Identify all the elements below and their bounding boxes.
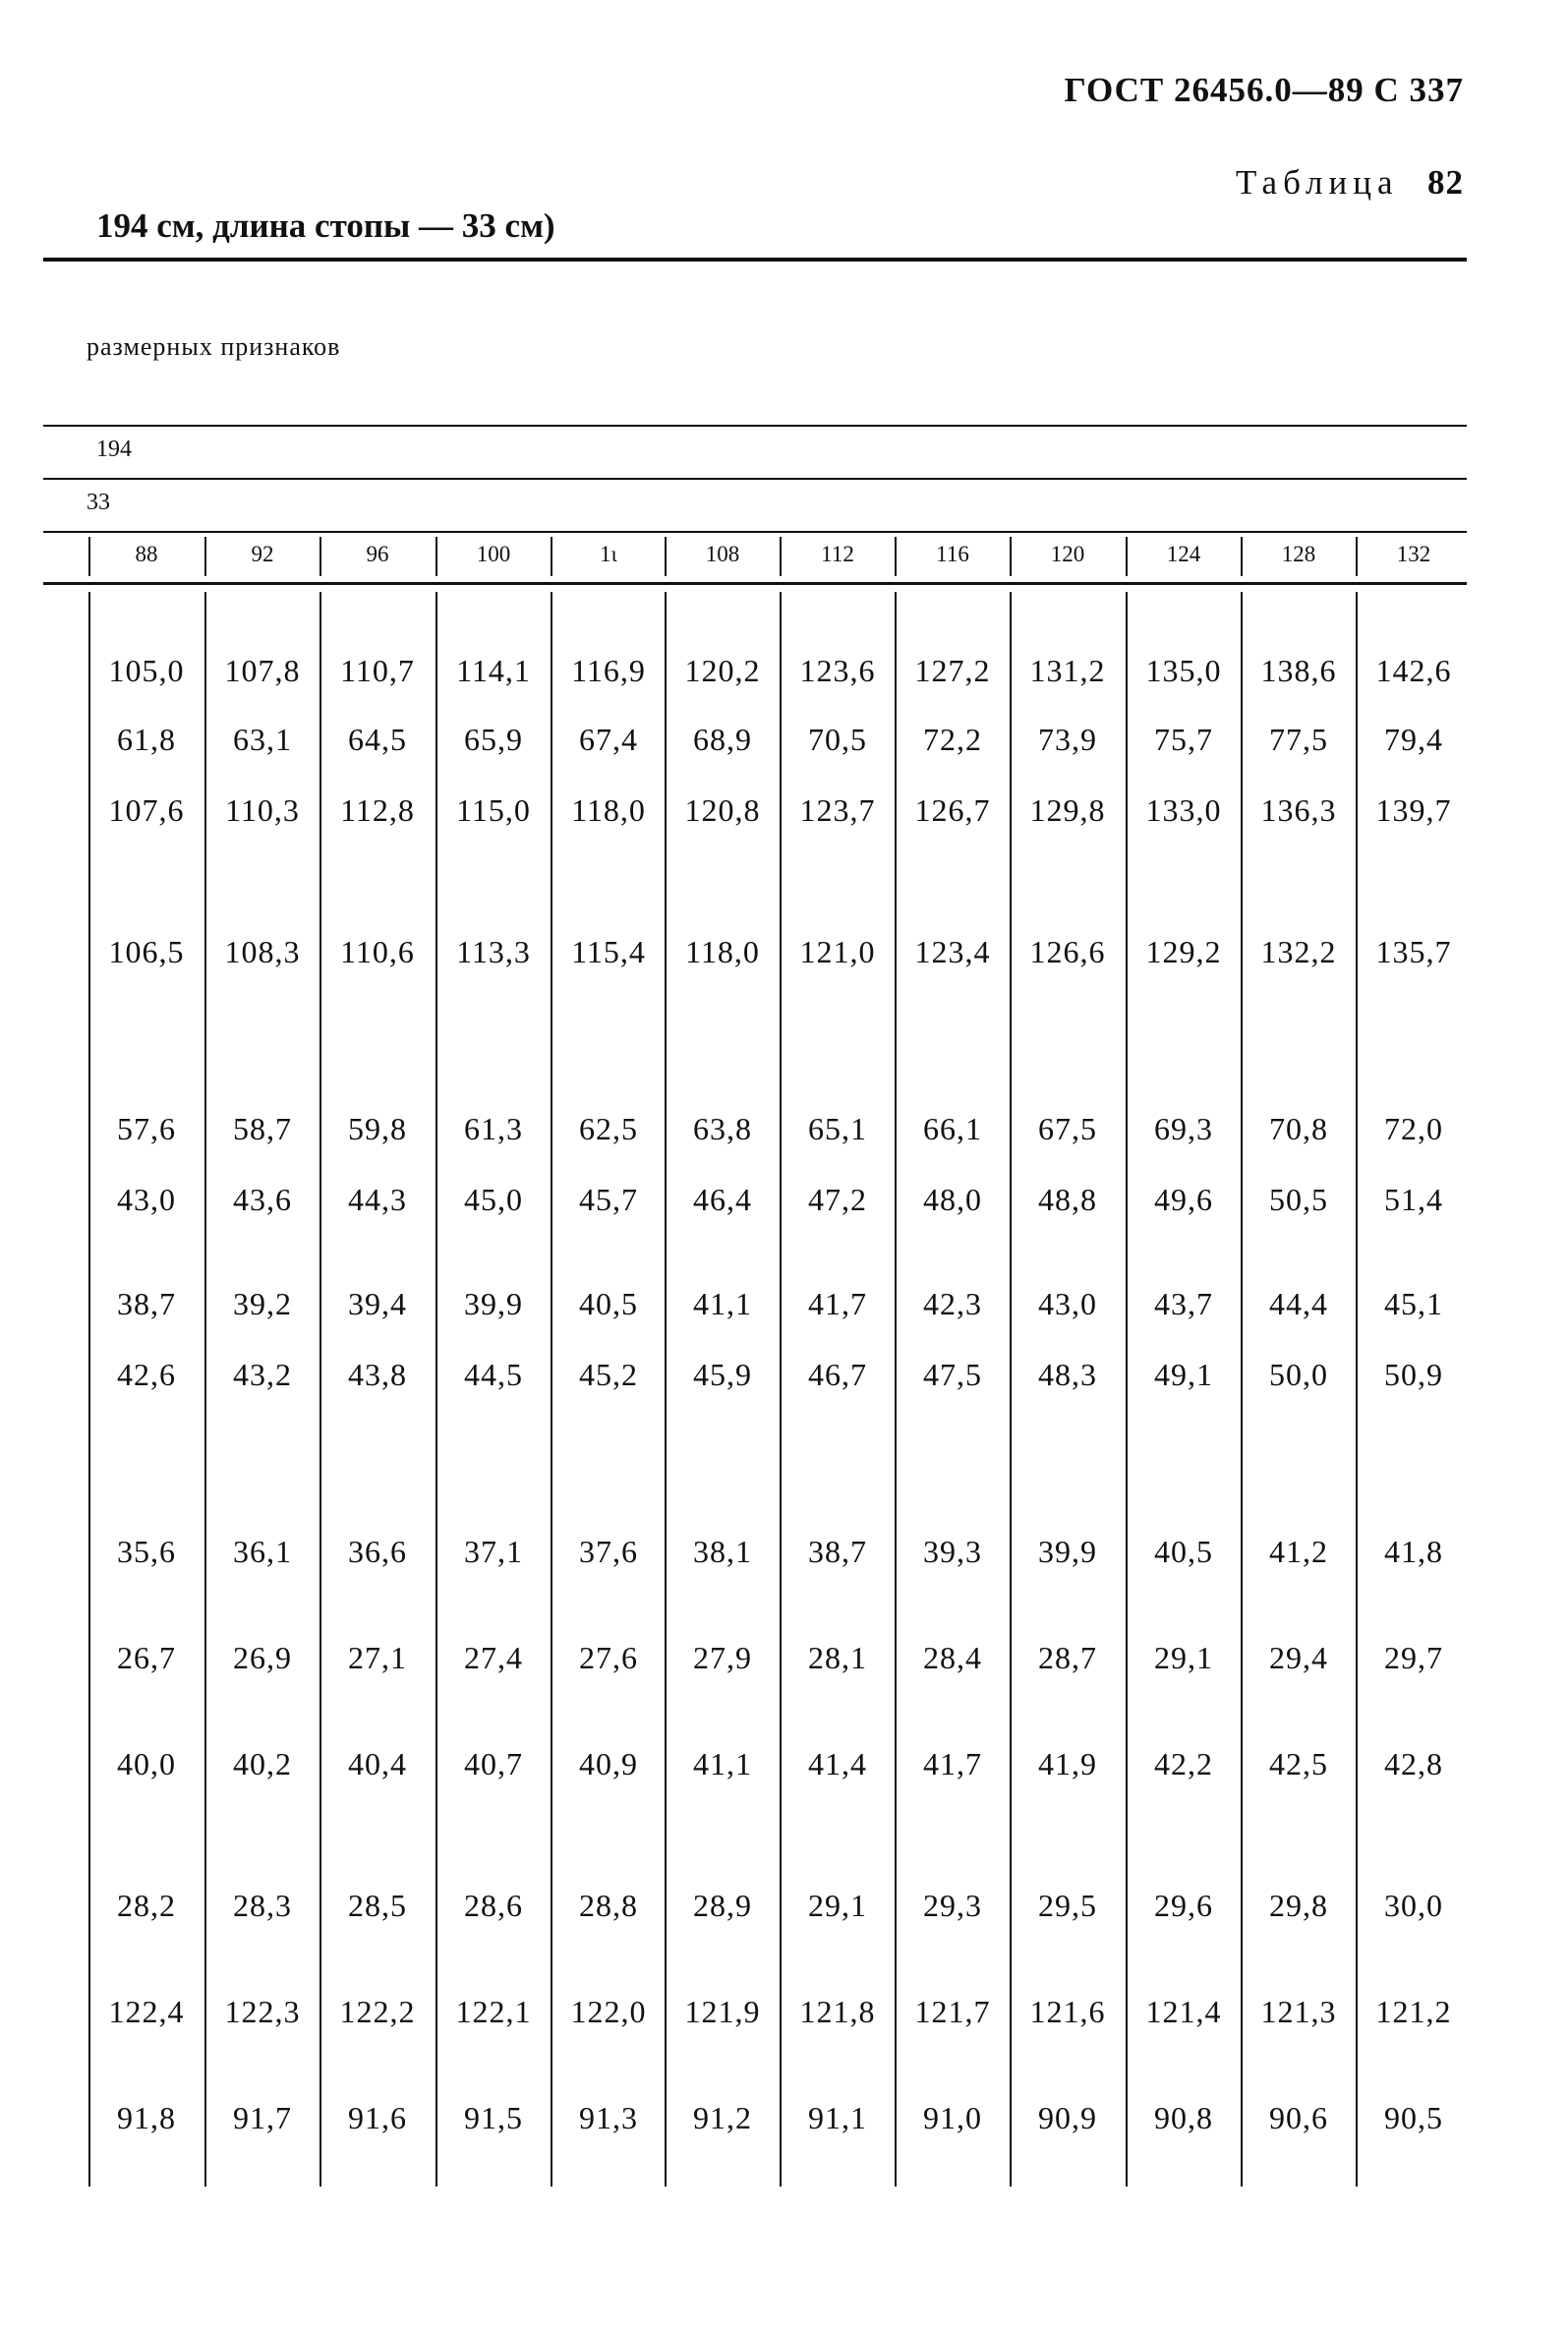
- table-cell: 113,3: [456, 934, 531, 969]
- table-cell: 63,8: [693, 1111, 752, 1146]
- table-cell: 26,7: [117, 1640, 176, 1675]
- table-cell: 29,3: [923, 1888, 982, 1923]
- table-cell: 42,5: [1269, 1746, 1328, 1781]
- table-cell: 39,3: [923, 1534, 982, 1569]
- table-cell: 47,2: [808, 1182, 867, 1217]
- table-cell: 127,2: [914, 653, 991, 688]
- table-cell: 121,3: [1260, 1994, 1337, 2029]
- size-divider: [1010, 537, 1012, 576]
- size-divider: [88, 537, 90, 576]
- table-cell: 29,8: [1269, 1888, 1328, 1923]
- table-cell: 29,1: [808, 1888, 867, 1923]
- table-cell: 41,2: [1269, 1534, 1328, 1569]
- table-cell: 69,3: [1154, 1111, 1213, 1146]
- table-cell: 50,9: [1384, 1357, 1443, 1392]
- table-cell: 28,8: [579, 1888, 638, 1923]
- table-cell: 46,4: [693, 1182, 752, 1217]
- table-cell: 133,0: [1145, 792, 1222, 828]
- table-cell: 115,0: [456, 792, 531, 828]
- table-cell: 64,5: [348, 722, 407, 757]
- table-subtitle: 194 см, длина стопы — 33 см): [96, 206, 555, 245]
- table-cell: 41,9: [1038, 1746, 1097, 1781]
- table-cell: 121,2: [1375, 1994, 1452, 2029]
- table-cell: 27,4: [464, 1640, 523, 1675]
- foot-length-value: 33: [87, 490, 110, 515]
- table-cell: 40,7: [464, 1746, 523, 1781]
- size-header: 120: [1050, 542, 1085, 566]
- table-cell: 118,0: [685, 934, 760, 969]
- table-cell: 120,8: [684, 792, 761, 828]
- table-cell: 42,8: [1384, 1746, 1443, 1781]
- table-cell: 48,0: [923, 1182, 982, 1217]
- size-divider: [780, 537, 782, 576]
- table-cell: 122,0: [570, 1994, 647, 2029]
- table-cell: 70,5: [808, 722, 867, 757]
- table-cell: 41,4: [808, 1746, 867, 1781]
- table-cell: 120,2: [684, 653, 761, 688]
- table-cell: 91,8: [117, 2100, 176, 2135]
- table-cell: 40,4: [348, 1746, 407, 1781]
- table-cell: 142,6: [1375, 653, 1452, 688]
- table-cell: 115,4: [571, 934, 646, 969]
- size-header: 100: [476, 542, 511, 566]
- table-cell: 67,4: [579, 722, 638, 757]
- table-cell: 51,4: [1384, 1182, 1443, 1217]
- size-divider: [665, 537, 667, 576]
- table-cell: 116,9: [571, 653, 646, 688]
- size-header: 132: [1396, 542, 1431, 566]
- size-divider: [1126, 537, 1128, 576]
- table-cell: 47,5: [923, 1357, 982, 1392]
- table-cell: 90,6: [1269, 2100, 1328, 2135]
- table-cell: 27,6: [579, 1640, 638, 1675]
- table-cell: 121,0: [799, 934, 876, 969]
- table-cell: 114,1: [456, 653, 531, 688]
- column-divider: [1126, 592, 1128, 2187]
- table-cell: 35,6: [117, 1534, 176, 1569]
- table-cell: 90,8: [1154, 2100, 1213, 2135]
- table-cell: 44,5: [464, 1357, 523, 1392]
- table-cell: 29,7: [1384, 1640, 1443, 1675]
- table-cell: 121,9: [684, 1994, 761, 2029]
- table-cell: 45,9: [693, 1357, 752, 1392]
- table-caption: размерных признаков: [87, 332, 341, 361]
- table-cell: 40,0: [117, 1746, 176, 1781]
- table-cell: 122,4: [108, 1994, 185, 2029]
- table-cell: 123,4: [914, 934, 991, 969]
- table-cell: 121,7: [914, 1994, 991, 2029]
- table-cell: 30,0: [1384, 1888, 1443, 1923]
- column-divider: [780, 592, 782, 2187]
- column-divider: [1356, 592, 1358, 2187]
- size-divider: [319, 537, 321, 576]
- table-cell: 121,4: [1145, 1994, 1222, 2029]
- table-cell: 61,8: [117, 722, 176, 757]
- column-divider: [895, 592, 897, 2187]
- size-divider: [1356, 537, 1358, 576]
- size-header: 128: [1281, 542, 1316, 566]
- size-divider: [895, 537, 897, 576]
- column-divider: [319, 592, 321, 2187]
- table-cell: 129,8: [1029, 792, 1106, 828]
- table-cell: 110,3: [225, 792, 300, 828]
- table-cell: 72,2: [923, 722, 982, 757]
- table-cell: 50,0: [1269, 1357, 1328, 1392]
- table-cell: 44,3: [348, 1182, 407, 1217]
- table-cell: 107,8: [224, 653, 301, 688]
- table-cell: 110,6: [340, 934, 415, 969]
- table-cell: 135,0: [1145, 653, 1222, 688]
- table-cell: 122,2: [339, 1994, 416, 2029]
- table-cell: 59,8: [348, 1111, 407, 1146]
- column-divider: [551, 592, 552, 2187]
- table-cell: 79,4: [1384, 722, 1443, 757]
- column-divider: [204, 592, 206, 2187]
- size-header: 116: [936, 542, 969, 566]
- table-cell: 36,1: [233, 1534, 292, 1569]
- table-cell: 42,3: [923, 1286, 982, 1321]
- table-cell: 43,6: [233, 1182, 292, 1217]
- table-cell: 90,9: [1038, 2100, 1097, 2135]
- table-cell: 43,0: [117, 1182, 176, 1217]
- table-cell: 123,6: [799, 653, 876, 688]
- table-cell: 63,1: [233, 722, 292, 757]
- table-cell: 39,9: [464, 1286, 523, 1321]
- table-cell: 91,2: [693, 2100, 752, 2135]
- table-cell: 27,1: [348, 1640, 407, 1675]
- table-cell: 91,1: [808, 2100, 867, 2135]
- table-cell: 73,9: [1038, 722, 1097, 757]
- table-cell: 28,3: [233, 1888, 292, 1923]
- column-divider: [88, 592, 90, 2187]
- table-cell: 28,5: [348, 1888, 407, 1923]
- table-cell: 121,8: [799, 1994, 876, 2029]
- table-cell: 91,0: [923, 2100, 982, 2135]
- table-cell: 43,2: [233, 1357, 292, 1392]
- table-cell: 62,5: [579, 1111, 638, 1146]
- table-cell: 107,6: [108, 792, 185, 828]
- column-divider: [436, 592, 437, 2187]
- table-cell: 139,7: [1375, 792, 1452, 828]
- table-cell: 90,5: [1384, 2100, 1443, 2135]
- size-header: 96: [366, 542, 389, 566]
- table-cell: 41,7: [808, 1286, 867, 1321]
- table-cell: 26,9: [233, 1640, 292, 1675]
- table-cell: 38,1: [693, 1534, 752, 1569]
- table-cell: 40,2: [233, 1746, 292, 1781]
- table-cell: 45,0: [464, 1182, 523, 1217]
- size-header: 108: [705, 542, 740, 566]
- table-cell: 126,7: [914, 792, 991, 828]
- table-cell: 28,7: [1038, 1640, 1097, 1675]
- table-cell: 105,0: [108, 653, 185, 688]
- table-cell: 108,3: [224, 934, 301, 969]
- table-cell: 28,2: [117, 1888, 176, 1923]
- table-cell: 106,5: [108, 934, 185, 969]
- table-cell: 41,7: [923, 1746, 982, 1781]
- table-cell: 40,9: [579, 1746, 638, 1781]
- table-cell: 57,6: [117, 1111, 176, 1146]
- table-cell: 121,6: [1029, 1994, 1106, 2029]
- table-cell: 29,1: [1154, 1640, 1213, 1675]
- size-header: 1ι: [600, 542, 617, 566]
- table-cell: 38,7: [808, 1534, 867, 1569]
- table-cell: 38,7: [117, 1286, 176, 1321]
- size-header: 112: [821, 542, 854, 566]
- table-cell: 135,7: [1375, 934, 1452, 969]
- table-cell: 39,2: [233, 1286, 292, 1321]
- table-cell: 48,3: [1038, 1357, 1097, 1392]
- table-cell: 122,3: [224, 1994, 301, 2029]
- table-cell: 44,4: [1269, 1286, 1328, 1321]
- table-cell: 66,1: [923, 1111, 982, 1146]
- table-cell: 43,8: [348, 1357, 407, 1392]
- table-cell: 58,7: [233, 1111, 292, 1146]
- height-value: 194: [96, 437, 132, 462]
- table-cell: 49,6: [1154, 1182, 1213, 1217]
- table-cell: 48,8: [1038, 1182, 1097, 1217]
- table-cell: 75,7: [1154, 722, 1213, 757]
- table-cell: 28,1: [808, 1640, 867, 1675]
- table-cell: 91,6: [348, 2100, 407, 2135]
- size-header: 124: [1166, 542, 1201, 566]
- size-divider: [204, 537, 206, 576]
- table-cell: 72,0: [1384, 1111, 1443, 1146]
- table-cell: 42,2: [1154, 1746, 1213, 1781]
- table-cell: 123,7: [799, 792, 876, 828]
- size-header: 88: [135, 542, 158, 566]
- table-cell: 36,6: [348, 1534, 407, 1569]
- table-cell: 45,1: [1384, 1286, 1443, 1321]
- table-cell: 29,4: [1269, 1640, 1328, 1675]
- size-divider: [436, 537, 437, 576]
- table-cell: 61,3: [464, 1111, 523, 1146]
- standard-number: ГОСТ 26456.0—89 С 337: [1064, 71, 1464, 109]
- table-cell: 70,8: [1269, 1111, 1328, 1146]
- table-cell: 40,5: [1154, 1534, 1213, 1569]
- table-cell: 29,6: [1154, 1888, 1213, 1923]
- table-cell: 68,9: [693, 722, 752, 757]
- table-cell: 39,4: [348, 1286, 407, 1321]
- table-cell: 91,5: [464, 2100, 523, 2135]
- table-cell: 28,6: [464, 1888, 523, 1923]
- table-number: 82: [1427, 163, 1464, 202]
- table-cell: 45,7: [579, 1182, 638, 1217]
- table-cell: 45,2: [579, 1357, 638, 1392]
- table-cell: 41,8: [1384, 1534, 1443, 1569]
- table-cell: 136,3: [1260, 792, 1337, 828]
- table-cell: 77,5: [1269, 722, 1328, 757]
- table-cell: 131,2: [1029, 653, 1106, 688]
- table-cell: 40,5: [579, 1286, 638, 1321]
- table-cell: 129,2: [1145, 934, 1222, 969]
- table-cell: 37,6: [579, 1534, 638, 1569]
- column-divider: [665, 592, 667, 2187]
- column-divider: [1010, 592, 1012, 2187]
- table-cell: 29,5: [1038, 1888, 1097, 1923]
- size-divider: [551, 537, 552, 576]
- table-cell: 43,0: [1038, 1286, 1097, 1321]
- table-cell: 118,0: [571, 792, 646, 828]
- table-cell: 39,9: [1038, 1534, 1097, 1569]
- table-cell: 28,9: [693, 1888, 752, 1923]
- table-cell: 27,9: [693, 1640, 752, 1675]
- table-cell: 91,7: [233, 2100, 292, 2135]
- column-divider: [1241, 592, 1243, 2187]
- table-cell: 46,7: [808, 1357, 867, 1392]
- table-cell: 110,7: [340, 653, 415, 688]
- size-header: 92: [251, 542, 274, 566]
- table-cell: 138,6: [1260, 653, 1337, 688]
- table-cell: 91,3: [579, 2100, 638, 2135]
- table-cell: 41,1: [693, 1286, 752, 1321]
- table-cell: 65,9: [464, 722, 523, 757]
- table-cell: 43,7: [1154, 1286, 1213, 1321]
- table-cell: 132,2: [1260, 934, 1337, 969]
- table-cell: 122,1: [455, 1994, 532, 2029]
- size-divider: [1241, 537, 1243, 576]
- table-cell: 42,6: [117, 1357, 176, 1392]
- table-cell: 67,5: [1038, 1111, 1097, 1146]
- table-cell: 28,4: [923, 1640, 982, 1675]
- table-cell: 50,5: [1269, 1182, 1328, 1217]
- table-cell: 41,1: [693, 1746, 752, 1781]
- table-cell: 112,8: [340, 792, 415, 828]
- table-cell: 49,1: [1154, 1357, 1213, 1392]
- table-cell: 37,1: [464, 1534, 523, 1569]
- table-cell: 126,6: [1029, 934, 1106, 969]
- table-word: Таблица: [1236, 163, 1399, 202]
- table-cell: 65,1: [808, 1111, 867, 1146]
